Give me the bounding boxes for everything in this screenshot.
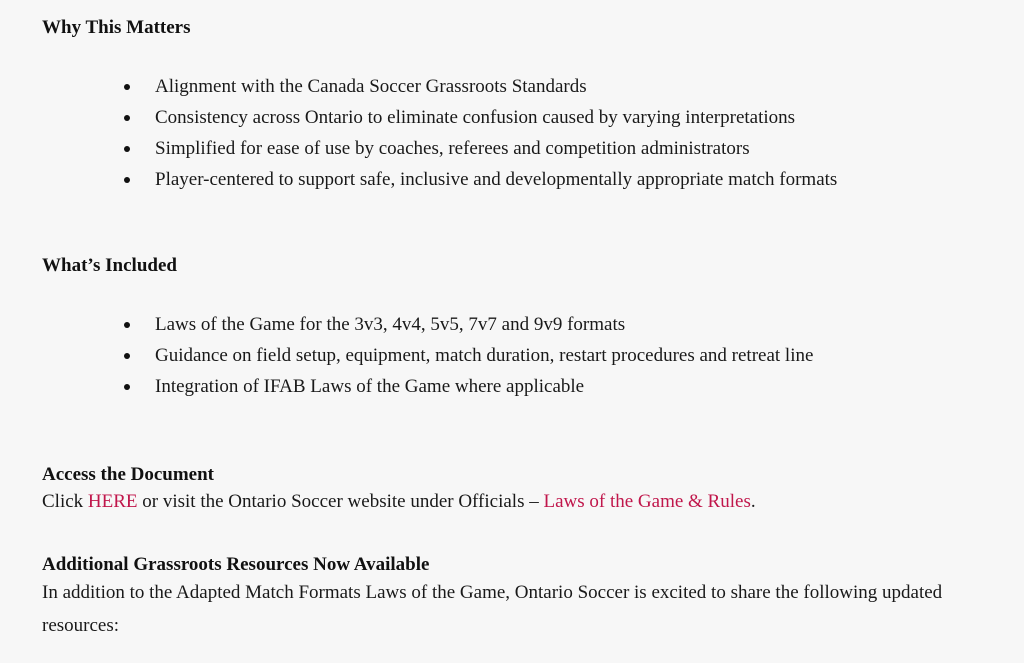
access-line-middle: or visit the Ontario Soccer website under Officials – [137, 491, 544, 512]
heading-access-the-document: Access the Document [42, 464, 215, 485]
list-item: Laws of the Game for the 3v3, 4v4, 5v5, 7v7 and 9v9 formats [155, 309, 982, 340]
heading-why-this-matters: Why This Matters [42, 17, 191, 38]
access-line-prefix: Click [42, 491, 88, 512]
list-item: Integration of IFAB Laws of the Game where applicable [155, 371, 982, 402]
heading-additional-grassroots-resources: Additional Grassroots Resources Now Available [42, 554, 430, 575]
access-document-line [42, 486, 982, 517]
why-this-matters-list [42, 71, 982, 195]
whats-included-list [42, 309, 982, 402]
heading-whats-included: What’s Included [42, 255, 177, 276]
access-line-suffix: . [750, 491, 756, 512]
laws-of-the-game-rules-link[interactable]: Laws of the Game & Rules [543, 491, 751, 512]
list-item: Consistency across Ontario to eliminate confusion caused by varying interpretations [155, 102, 982, 133]
list-item: Simplified for ease of use by coaches, referees and competition administrators [155, 133, 982, 164]
list-item: Alignment with the Canada Soccer Grassroots Standards [155, 71, 982, 102]
document-content [42, 17, 982, 642]
list-item: Guidance on field setup, equipment, match duration, restart procedures and retreat line [155, 340, 982, 371]
additional-resources-paragraph: In addition to the Adapted Match Formats Laws of the Game, Ontario Soccer is excited to share the following updated resources: [42, 582, 943, 636]
list-item: Player-centered to support safe, inclusive and developmentally appropriate match formats [155, 164, 982, 195]
here-link[interactable]: HERE [87, 491, 138, 512]
